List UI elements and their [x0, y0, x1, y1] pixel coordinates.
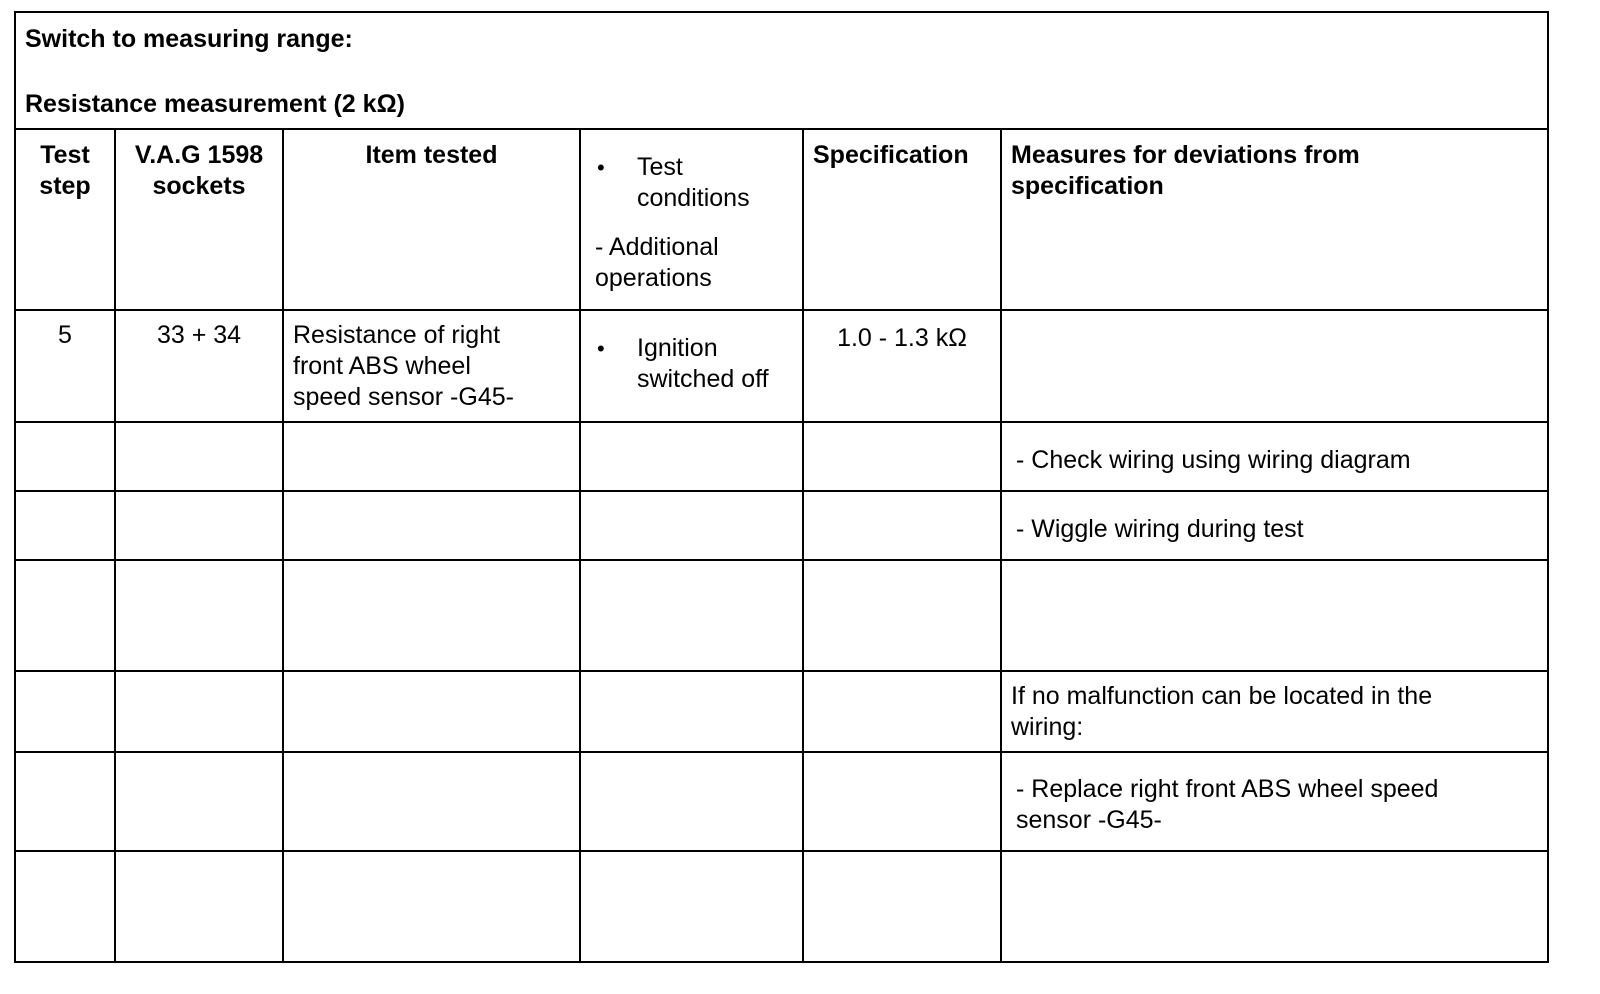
conditions-bullet-item: • Test conditions: [597, 153, 750, 212]
no-malfunction-note: If no malfunction can be located in the wiring:: [1001, 671, 1547, 752]
table-row: [16, 491, 1547, 560]
measuring-range-header: [16, 13, 1547, 130]
col-header-specification: Specification: [803, 130, 1001, 310]
bullet-icon: •: [597, 155, 605, 180]
col-header-item-tested: Item tested: [283, 130, 580, 310]
table-row: [16, 671, 1547, 752]
column-header-row: [16, 130, 1547, 310]
resistance-measurement-title: Resistance measurement (2 kΩ): [25, 90, 405, 118]
replace-sensor-measure: - Replace right front ABS wheel speed sensor -G45-: [1001, 752, 1547, 851]
procedure-sheet: [14, 11, 1549, 963]
bullet-icon: •: [597, 336, 605, 361]
additional-operations-label: - Additional operations: [595, 233, 719, 292]
wiggle-wiring-measure: - Wiggle wiring during test: [1001, 491, 1547, 560]
condition-bullet-item: • Ignition switched off: [597, 334, 769, 393]
table-row: [16, 560, 1547, 671]
specification-cell: 1.0 - 1.3 kΩ: [803, 310, 1001, 422]
sockets-cell: 33 + 34: [115, 310, 283, 422]
col-header-conditions: [580, 130, 803, 310]
col-header-measures: Measures for deviations from specification: [1001, 130, 1547, 310]
measures-cell: [1001, 310, 1547, 422]
col-header-sockets: V.A.G 1598 sockets: [115, 130, 283, 310]
table-row: [16, 851, 1547, 961]
col-header-test-step: Test step: [16, 130, 115, 310]
step-cell: 5: [16, 310, 115, 422]
table-row: [16, 752, 1547, 851]
test-table: [16, 130, 1547, 961]
table-row: [16, 310, 1547, 422]
item-tested-cell: Resistance of right front ABS wheel speed sensor -G45-: [283, 310, 580, 422]
condition-cell: [580, 310, 803, 422]
table-row: [16, 422, 1547, 491]
check-wiring-measure: - Check wiring using wiring diagram: [1001, 422, 1547, 491]
measuring-range-title: Switch to measuring range:: [25, 25, 353, 53]
